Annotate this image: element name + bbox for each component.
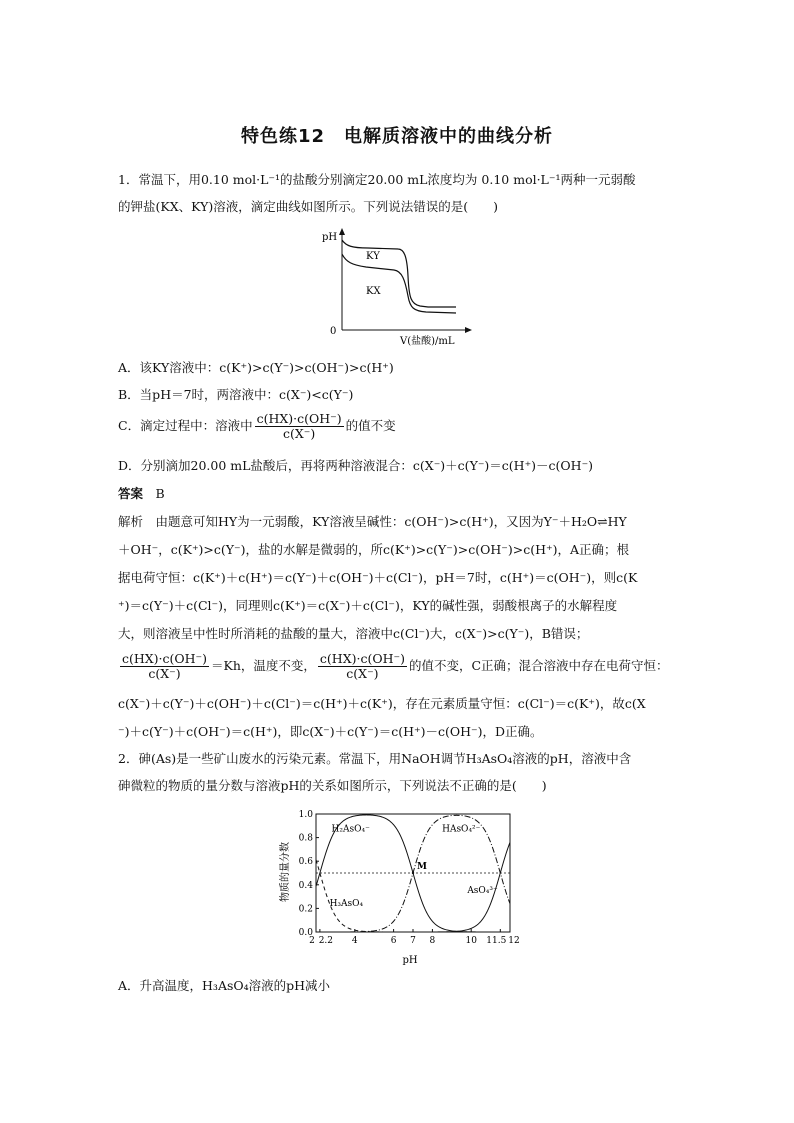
species-label: AsO₄³⁻ [467, 886, 498, 897]
q1-explanation-line1: 解析 由题意可知HY为一元弱酸，KY溶液呈碱性：c(OH⁻)>c(H⁺)，又因为Y⁻＋H₂O⇌HY [118, 514, 627, 529]
x-tick-label: 4 [351, 936, 358, 946]
q1-explanation-line6 [118, 652, 678, 681]
species-label: H₃AsO₄ [329, 899, 364, 910]
q1-option-a: A．该KY溶液中：c(K⁺)>c(Y⁻)>c(OH⁻)>c(H⁺) [118, 360, 394, 375]
answer-value: B [155, 486, 165, 501]
exp6-tail: 的值不变，C正确；混合溶液中存在电荷守恒： [408, 658, 669, 673]
fraction-denominator: c(X⁻) [346, 666, 379, 681]
q1-answer [118, 484, 678, 504]
q1-option-c-suffix: 的值不变 [345, 418, 396, 433]
ky-curve [342, 240, 456, 307]
fraction-denominator: c(X⁻) [282, 426, 316, 441]
q1-option-c [118, 412, 396, 441]
x-tick-label: 10 [465, 936, 477, 946]
q1-option-c-fraction [255, 412, 344, 441]
fig1-y-arrow [339, 228, 345, 235]
x-tick-label: 2.2 [318, 936, 334, 946]
fig1-label-ky: KY [366, 251, 380, 262]
arsenic-distribution-chart [276, 808, 524, 968]
q1-option-c-prefix: C．滴定过程中：溶液中 [118, 418, 253, 433]
species-label: HAsO₄²⁻ [442, 824, 481, 835]
q2-option-a: A．升高温度，H₃AsO₄溶液的pH减小 [118, 978, 331, 993]
y-tick-label: 0.4 [298, 880, 313, 891]
fig1-label-kx: KX [366, 286, 381, 297]
fig1-xlabel: V(盐酸)/mL [400, 336, 455, 346]
y-tick-label: 1.0 [298, 810, 313, 820]
fig1-origin: 0 [330, 326, 337, 337]
fig1-x-arrow [465, 327, 472, 333]
exp-fraction-1 [120, 652, 209, 681]
x-tick-label: 12 [508, 936, 520, 946]
y-axis-label: 物质的量分数 [280, 842, 291, 902]
fraction-numerator: c(HX)·c(OH⁻) [122, 651, 208, 666]
kx-curve [342, 254, 456, 313]
q1-explanation-line5: 大，则溶液呈中性时所消耗的盐酸的量大，溶液中c(Cl⁻)大，c(X⁻)>c(Y⁻)，B错误； [118, 626, 589, 641]
y-tick-label: 0.8 [298, 833, 313, 844]
q1-stem-line2: 的钾盐(KX、KY)溶液，滴定曲线如图所示。下列说法错误的是( ) [118, 199, 498, 214]
q2-stem-line1: 2．砷(As)是一些矿山废水的污染元素。常温下，用NaOH调节H₃AsO₄溶液的pH，溶液中含 [118, 751, 632, 766]
exp-fraction-2 [318, 652, 407, 681]
q1-option-b: B．当pH＝7时，两溶液中：c(X⁻)<c(Y⁻) [118, 387, 354, 402]
answer-label: 答案 [118, 486, 144, 501]
q1-explanation-line3: 据电荷守恒：c(K⁺)＋c(H⁺)＝c(Y⁻)＋c(OH⁻)＋c(Cl⁻)，pH＝7时，c(H⁺)＝c(OH⁻)，则c(K [118, 570, 638, 585]
q1-option-d: D．分别滴加20.00 mL盐酸后，再将两种溶液混合：c(X⁻)＋c(Y⁻)＝c(H⁺)－c(OH⁻) [118, 458, 594, 473]
titration-figure [318, 228, 478, 346]
x-axis-label: pH [402, 955, 418, 966]
point-m [412, 872, 414, 874]
species-label: H₂AsO₄⁻ [331, 824, 370, 835]
fraction-numerator: c(HX)·c(OH⁻) [319, 651, 405, 666]
y-tick-label: 0.2 [298, 904, 313, 915]
fraction-denominator: c(X⁻) [148, 666, 181, 681]
x-tick-label: 11.5 [486, 936, 507, 946]
page-title: 特色练12 电解质溶液中的曲线分析 [240, 126, 554, 147]
exp6-mid: ＝Kh，温度不变， [211, 658, 316, 673]
q1-explanation-line2: ＋OH⁻，c(K⁺)>c(Y⁻)，盐的水解是微弱的，所c(K⁺)>c(Y⁻)>c(OH⁻)>c(H⁺)，A正确；根 [118, 542, 630, 557]
y-tick-label: 0.0 [298, 928, 313, 938]
annotation-m: M [417, 862, 427, 872]
fraction-numerator: c(HX)·c(OH⁻) [256, 411, 342, 426]
q2-stem-line2: 砷微粒的物质的量分数与溶液pH的关系如图所示，下列说法不正确的是( ) [118, 778, 547, 793]
q1-stem-line1: 1．常温下，用0.10 mol·L⁻¹的盐酸分别滴定20.00 mL浓度均为 0.10 mol·L⁻¹两种一元弱酸 [118, 172, 636, 187]
y-tick-label: 0.6 [298, 857, 313, 868]
x-tick-label: 8 [429, 936, 436, 946]
q1-explanation-line4: ⁺)＝c(Y⁻)＋c(Cl⁻)，同理则c(K⁺)＝c(X⁻)＋c(Cl⁻)，KY的碱性强，弱酸根离子的水解程度 [118, 598, 618, 613]
x-tick-label: 6 [390, 936, 397, 946]
q1-explanation-line7: c(X⁻)＋c(Y⁻)＋c(OH⁻)＋c(Cl⁻)＝c(H⁺)＋c(K⁺)，存在元素质量守恒：c(Cl⁻)＝c(K⁺)，故c(X [118, 696, 646, 711]
fig1-ylabel: pH [322, 232, 338, 243]
q1-explanation-line8: ⁻)＋c(Y⁻)＋c(OH⁻)＝c(H⁺)，即c(X⁻)＋c(Y⁻)＝c(H⁺)－c(OH⁻)，D正确。 [118, 724, 543, 739]
x-tick-label: 2 [309, 936, 315, 946]
x-tick-label: 7 [410, 936, 416, 946]
